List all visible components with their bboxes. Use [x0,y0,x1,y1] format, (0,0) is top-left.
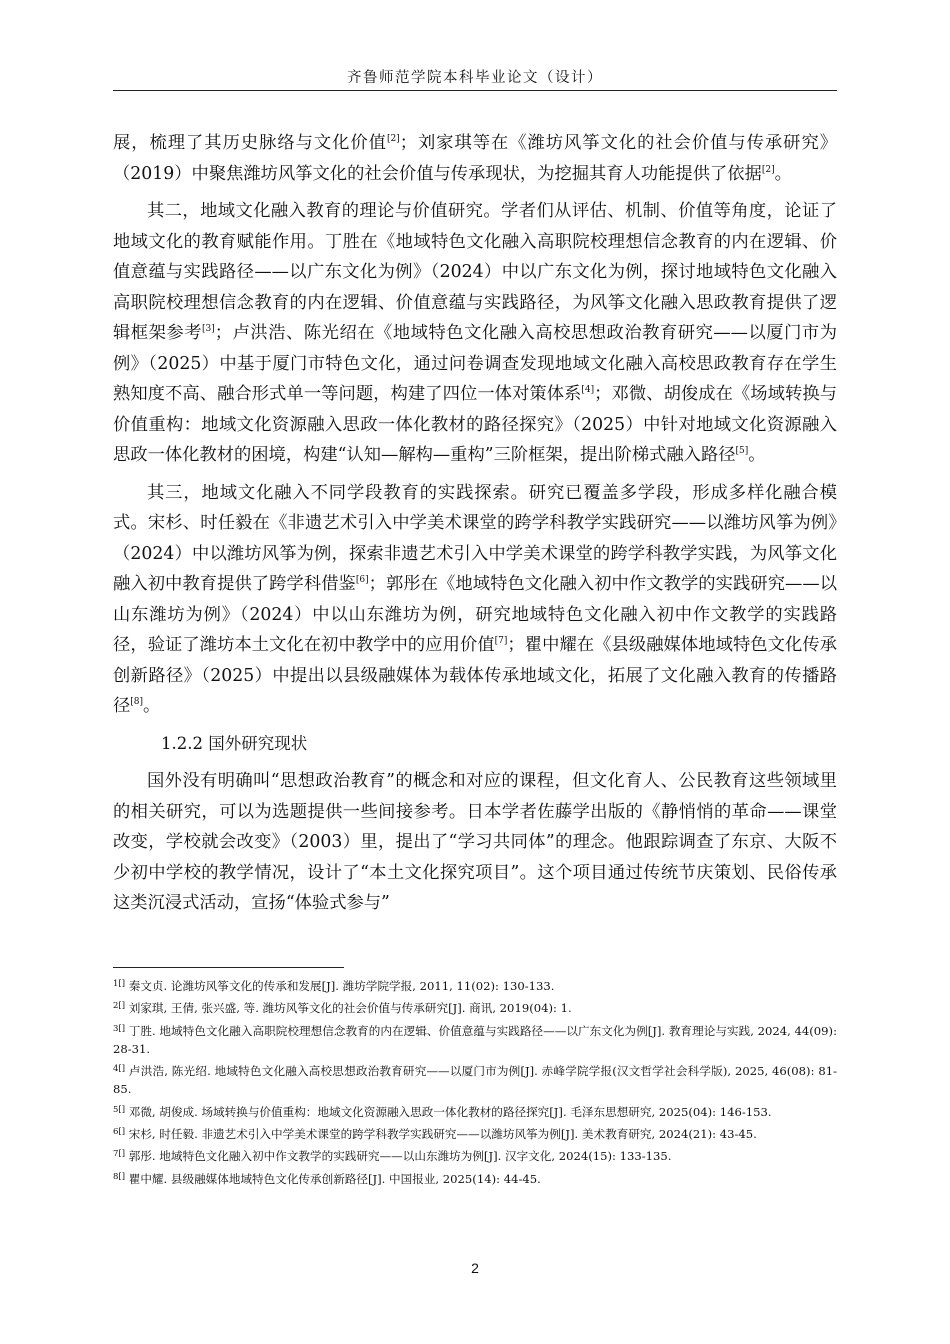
paragraph-2-text-b: ；卢洪浩、陈光绍在《地域特色文化融入高校思想政治教育研究——以厦门市为例》（2025）中基于厦门市特色文化，通过问卷调查发现地域文化融入高校思政教育存在学生熟知度不高、融合形式单一等问题，构建了四位一体对策体系 [113,323,837,404]
page-header: 齐鲁师范学院本科毕业论文（设计） [347,70,603,86]
paragraph-3-text-d: 。 [143,696,161,716]
paragraph-3-text-c: ；瞿中耀在《县级融媒体地域特色文化传承创新路径》（2025）中提出以县级融媒体为载体传承地域文化，拓展了文化融入教育的传播路径 [113,635,837,716]
citation-6: [6] [355,575,369,585]
footnote-text: 瞿中耀. 县级融媒体地域特色文化传承创新路径[J]. 中国报业, 2025(14): 44-45. [128,1171,541,1186]
paragraph-3-text-a: 其三，地域文化融入不同学段教育的实践探索。研究已覆盖多学段，形成多样化融合模式。宋杉、时任毅在《非遗艺术引入中学美术课堂的跨学科教学实践研究——以潍坊风筝为例》（2024）中以潍坊风筝为例，探索非遗艺术引入中学美术课堂的跨学科教学实践，为风筝文化融入初中教育提供了跨学科借鉴 [113,482,837,594]
footnote-mark: 3[] [113,1023,126,1034]
footnote-text: 刘家琪, 王倩, 张兴盛, 等. 潍坊风筝文化的社会价值与传承研究[J]. 商讯, 2019(04): 1. [128,1001,572,1016]
footnote-item [113,1168,837,1188]
footnote-text: 卢洪浩, 陈光绍. 地域特色文化融入高校思想政治教育研究——以厦门市为例[J]. 赤峰学院学报(汉文哲学社会科学版), 2025, 46(08): 81-85. [113,1064,838,1097]
footnotes [113,975,837,1190]
citation-8: [8] [130,697,144,707]
citation-2b: [2] [761,164,775,175]
paragraph-2-text-d: 。 [748,445,766,465]
page-number: 2 [471,1260,479,1276]
footnote-item [113,1145,837,1165]
footnote-mark: 8[] [113,1171,126,1182]
footnote-mark: 1[] [113,979,126,989]
paragraph-3 [113,478,837,722]
paragraph-3-text-b: ；郭彤在《地域特色文化融入初中作文教学的实践研究——以山东潍坊为例》（2024）中以山东潍坊为例，研究地域特色文化融入初中作文教学的实践路径，验证了潍坊本土文化在初中教学中的应用价值 [113,574,837,655]
citation-3: [3] [202,324,215,334]
footnote-item [113,1101,837,1121]
paragraph-1-text-a: 展，梳理了其历史脉络与文化价值 [113,133,387,153]
citation-4: [4] [581,385,595,395]
header-divider [113,90,837,91]
footnote-text: 宋杉, 时任毅. 非遗艺术引入中学美术课堂的跨学科教学实践研究——以潍坊风筝为例[J]. 美术教育研究, 2024(21): 43-45. [128,1127,757,1142]
paragraph-1-text-c: 。 [774,163,792,184]
footnote-item [113,997,837,1017]
footnote-text: 丁胜. 地域特色文化融入高职院校理想信念教育的内在逻辑、价值意蕴与实践路径——以广东文化为例[J]. 教育理论与实践, 2024, 44(09): 28-31. [113,1023,837,1056]
footnote-mark: 2[] [113,1001,126,1012]
footnote-item [113,1123,837,1143]
citation-5: [5] [735,446,749,456]
footnote-mark: 5[] [113,1104,126,1115]
footnote-mark: 4[] [113,1064,126,1075]
footnote-mark: 7[] [113,1149,126,1160]
main-text [113,128,837,919]
footnote-item [113,975,837,995]
section-subheading: 1.2.2 国外研究现状 [161,733,308,753]
paragraph-1-text-b: ；刘家琪等在《潍坊风筝文化的社会价值与传承研究》（2019）中聚焦潍坊风筝文化的社会价值与传承现状，为挖掘其育人功能提供了依据 [113,133,837,184]
citation-2: [2] [386,134,400,144]
footnote-text: 邓微, 胡俊成. 场域转换与价值重构：地域文化资源融入思政一体化教材的路径探究[J]. 毛泽东思想研究, 2025(04): 146-153. [128,1104,772,1119]
paragraph-2 [113,196,837,471]
footnote-item [113,1020,837,1059]
footnote-text: 秦文贞. 论潍坊风筝文化的传承和发展[J]. 潍坊学院学报, 2011, 11(02): 130-133. [128,979,555,993]
paragraph-2-text-a: 其二，地域文化融入教育的理论与价值研究。学者们从评估、机制、价值等角度，论证了地域文化的教育赋能作用。丁胜在《地域特色文化融入高职院校理想信念教育的内在逻辑、价值意蕴与实践路径——以广东文化为例》（2024）中以广东文化为例，探讨地域特色文化融入高职院校理想信念教育的内在逻辑、价值意蕴与实践路径，为风筝文化融入思政教育提供了逻辑框架参考 [113,201,837,343]
paragraph-1 [113,128,837,189]
citation-7: [7] [494,636,508,646]
footnote-item [113,1060,837,1099]
paragraph-4: 国外没有明确叫“思想政治教育”的概念和对应的课程，但文化育人、公民教育这些领域里的相关研究，可以为选题提供一些间接参考。日本学者佐藤学出版的《静悄悄的革命——课堂改变，学校就会改变》（2003）里，提出了“学习共同体”的理念。他跟踪调查了东京、大阪不少初中学校的教学情况，设计了“本土文化探究项目”。这个项目通过传统节庆策划、民俗传承这类沉浸式活动，宣扬“体验式参与” [113,771,837,913]
footnote-mark: 6[] [113,1127,126,1138]
paragraph-2-text-c: ；邓微、胡俊成在《场域转换与价值重构：地域文化资源融入思政一体化教材的路径探究》（2025）中针对地域文化资源融入思政一体化教材的困境，构建“认知—解构—重构”三阶框架，提出阶梯式融入路径 [113,384,837,465]
footnote-divider [113,967,344,968]
footnote-text: 郭彤. 地域特色文化融入初中作文教学的实践研究——以山东潍坊为例[J]. 汉字文化, 2024(15): 133-135. [128,1149,672,1164]
